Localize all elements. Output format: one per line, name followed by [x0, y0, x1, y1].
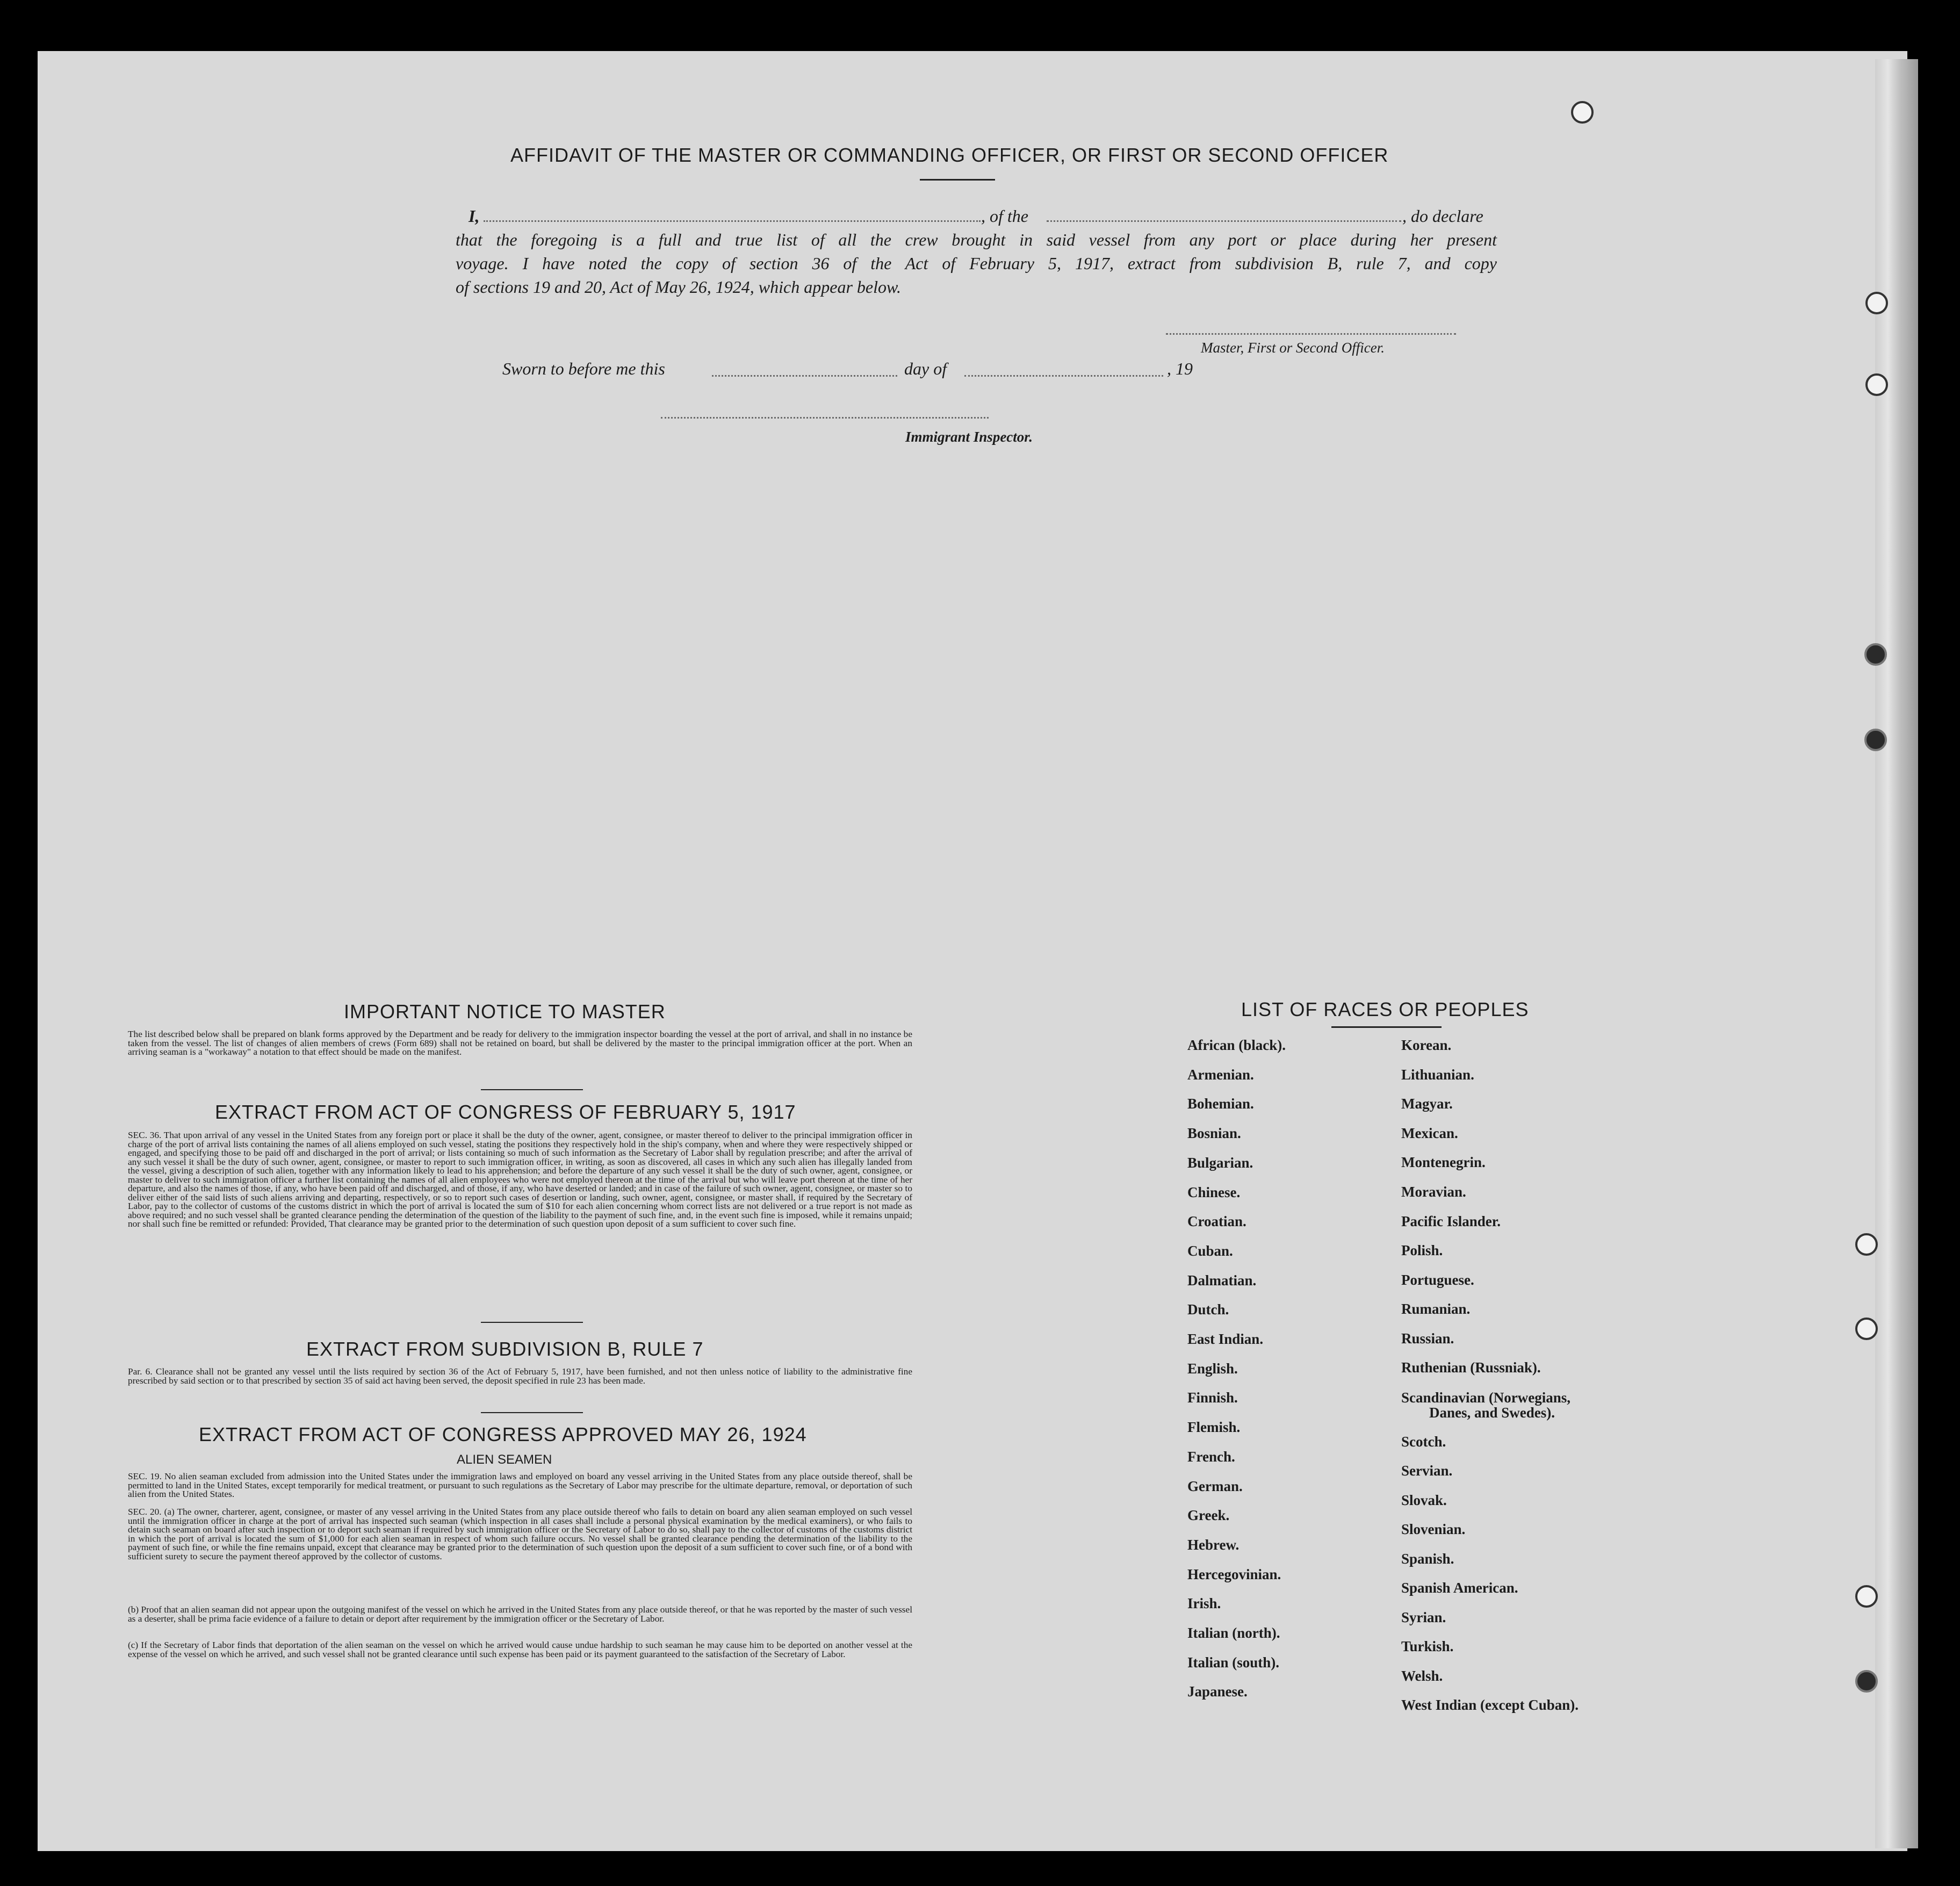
race-item: Spanish American.: [1401, 1580, 1518, 1596]
notice-text: The list described below shall be prepared on blank forms approved by the Department and be ready for delivery to the immigration inspector boarding the vessel at the port of arrival, and shall in no instance be taken from the vessel. The list of changes of alien members of crews (Form 689) shall not be retained on board, but shall be delivered by the master to the principal immigration officer at the port. When an arriving seaman is a "workaway" a notation to that effect should be made on the manifest.: [128, 1029, 912, 1057]
alien-seamen-subtitle: ALIEN SEAMEN: [457, 1452, 552, 1467]
race-item: West Indian (except Cuban).: [1401, 1697, 1579, 1713]
affidavit-title: AFFIDAVIT OF THE MASTER OR COMMANDING OFFICER, OR FIRST OR SECOND OFFICER: [510, 144, 1389, 166]
affidavit-line-2: that the foregoing is a full and true list of all the crew brought in said vessel from any port or place during her present: [456, 230, 1497, 249]
year-text: , 19: [1167, 359, 1193, 378]
binder-hole: [1865, 373, 1888, 396]
extract-1917-title: EXTRACT FROM ACT OF CONGRESS OF FEBRUARY 5, 1917: [215, 1101, 796, 1123]
race-item: Dalmatian.: [1187, 1272, 1257, 1288]
sec-20c-text: (c) If the Secretary of Labor finds that deportation of the alien seaman on the vessel on which he arrived would cause undue hardship to such seaman he may cause him to be deported on another vessel at the expense of the vessel on which he arrived, and such vessel shall not be granted clearance until such expense has been paid or its payment guaranteed to the satisfaction of the Secretary of Labor.: [128, 1640, 912, 1659]
race-item: Chinese.: [1187, 1184, 1241, 1200]
race-item: Polish.: [1401, 1242, 1443, 1258]
sworn-text: Sworn to before me this: [502, 359, 665, 378]
race-item: East Indian.: [1187, 1331, 1264, 1347]
race-item: Danes, and Swedes).: [1429, 1405, 1555, 1421]
race-item: Turkish.: [1401, 1638, 1454, 1654]
affidavit-line-3: voyage. I have noted the copy of section 36 of the Act of February 5, 1917, extract from subdivision B, rule 7, and copy: [456, 254, 1497, 273]
extract-1917-text: SEC. 36. That upon arrival of any vessel in the United States from any foreign port or place it shall be the duty of the owner, agent, consignee, or master thereof to deliver to the principal immigration officer in charge of the port of arrival lists containing the names of all aliens employed on such vessel, stating the positions they respectively hold in the ship's company, when and where they were respectively shipped or engaged, and specifying those to be paid off and discharged in the port of arrival; or lists containing so much of such information as the Secretary of Labor shall by regulation prescribe; and after the arrival of any such vessel it shall be the duty of such owner, agent, consignee, or master to report to such immigration officer, in writing, as soon as discovered, all cases in which any such alien has illegally landed from the vessel, giving a description of such alien, together with any information likely to lead to his apprehension; and before the departure of any such vessel it shall be the duty of such owner, agent, consignee, or master to deliver to such immigration officer a further list containing the names of all alien employees who were not employed thereon at the time of the arrival but who will leave port thereon at the time of her departure, and also the names of those, if any, who have been paid off and discharged, and of those, if any, who have deserted or landed; and in case of the failure of such owner, agent, consignee, or master so to deliver either of the said lists of such aliens arriving and departing, respectively, or so to report such cases of desertion or landing, such owner, agent, consignee, or master shall, if required by the Secretary of Labor, pay to the collector of customs of the customs district in which the port of arrival is located the sum of $10 for each alien concerning whom correct lists are not delivered or a true report is not made as above required; and no such vessel shall be granted clearance pending the determination of the question of the liability to the payment of such fine, and, in the event such fine is imposed, while it remains unpaid; nor shall such fine be remitted or refunded: Provided, That clearance may be granted prior to the determination of such question upon deposit of a sum sufficient to cover such fine.: [128, 1130, 912, 1229]
races-title: LIST OF RACES OR PEOPLES: [1241, 998, 1529, 1020]
race-item: Servian.: [1401, 1463, 1453, 1479]
affidavit-declare: , do declare: [1402, 206, 1483, 226]
subdivision-title: EXTRACT FROM SUBDIVISION B, RULE 7: [306, 1338, 704, 1360]
race-item: Flemish.: [1187, 1419, 1241, 1435]
race-item: Finnish.: [1187, 1390, 1238, 1406]
divider-3: [481, 1412, 583, 1413]
race-item: Italian (south).: [1187, 1654, 1280, 1671]
binder-hole: [1855, 1670, 1878, 1693]
sec-20a-text: SEC. 20. (a) The owner, charterer, agent, consignee, or master of any vessel arriving in the United States from any place outside thereof who fails to detain on board any alien seaman employed on such vessel until the immigration officer in charge at the port of arrival has inspected such seaman (which inspection in all cases shall include a personal physical examination by the medical examiners), or who fails to detain such seaman on board after such inspection or to deport such seaman if required by such immigration officer or the Secretary of Labor to do so, shall pay to the collector of customs of the customs district in which the port of arrival is located the sum of $1,000 for each alien seaman in respect of whom such failure occurs. No vessel shall be granted clearance pending the determination of the liability to the payment of such fine, or while the fine remains unpaid, except that clearance may be granted prior to the determination of such question upon the deposit of a sum sufficient to cover such fine, or of a bond with sufficient surety to secure the payment thereof approved by the collector of customs.: [128, 1507, 912, 1561]
declarant-name-field[interactable]: [484, 220, 981, 222]
race-item: Moravian.: [1401, 1184, 1466, 1200]
race-item: Dutch.: [1187, 1301, 1229, 1318]
sec-19-text: SEC. 19. No alien seaman excluded from admission into the United States under the immigration laws and employed on board any vessel arriving in the United States from any place outside thereof, shall be permitted to land in the United States, except temporarily for medical treatment, or pursuant to such regulations as the Secretary of Labor may prescribe for the ultimate departure, removal, or deportation of such alien from the United States.: [128, 1471, 912, 1499]
binder-hole: [1855, 1318, 1878, 1340]
sworn-month-field[interactable]: [964, 375, 1163, 377]
race-item: Hercegovinian.: [1187, 1566, 1281, 1582]
affidavit-of-the: , of the: [981, 206, 1028, 226]
vessel-name-field[interactable]: [1047, 220, 1401, 222]
document-sheet: [38, 51, 1907, 1851]
race-item: Montenegrin.: [1401, 1154, 1486, 1170]
race-item: Magyar.: [1401, 1096, 1453, 1112]
race-item: Russian.: [1401, 1330, 1454, 1347]
race-item: Scandinavian (Norwegians,: [1401, 1390, 1571, 1406]
affidavit-i: I,: [469, 206, 480, 226]
race-item: Bosnian.: [1187, 1125, 1241, 1141]
master-signature-field[interactable]: [1166, 333, 1456, 335]
race-item: Portuguese.: [1401, 1272, 1474, 1288]
race-item: English.: [1187, 1360, 1238, 1377]
inspector-label: Immigrant Inspector.: [905, 429, 1033, 445]
race-item: Lithuanian.: [1401, 1067, 1474, 1083]
race-item: Armenian.: [1187, 1067, 1254, 1083]
race-item: African (black).: [1187, 1037, 1286, 1053]
race-item: Welsh.: [1401, 1668, 1443, 1684]
race-item: Japanese.: [1187, 1683, 1248, 1700]
title-underline: [920, 179, 995, 181]
race-item: Pacific Islander.: [1401, 1213, 1501, 1229]
sworn-day-field[interactable]: [712, 375, 897, 377]
subdivision-text: Par. 6. Clearance shall not be granted any vessel until the lists required by section 36 of the Act of February 5, 1917, have been furnished, and not then unless notice of liability to the administrative fine prescribed by said section or to that prescribed by section 35 of said act having been served, the deposit specified in rule 23 has been made.: [128, 1366, 912, 1386]
race-item: Italian (north).: [1187, 1625, 1280, 1641]
race-item: Bohemian.: [1187, 1096, 1254, 1112]
extract-1924-title: EXTRACT FROM ACT OF CONGRESS APPROVED MAY 26, 1924: [199, 1423, 807, 1445]
race-item: Spanish.: [1401, 1551, 1454, 1567]
race-item: Irish.: [1187, 1595, 1221, 1611]
binder-hole: [1864, 643, 1887, 666]
binder-hole: [1855, 1585, 1878, 1608]
day-of-text: day of: [904, 359, 947, 378]
race-item: Bulgarian.: [1187, 1155, 1253, 1171]
race-item: Slovak.: [1401, 1492, 1447, 1508]
race-item: Cuban.: [1187, 1243, 1233, 1259]
divider-2: [481, 1322, 583, 1323]
divider-1: [481, 1089, 583, 1090]
page-stack-edge: [1875, 59, 1918, 1848]
race-item: Mexican.: [1401, 1125, 1458, 1141]
race-item: Croatian.: [1187, 1213, 1246, 1229]
binder-hole: [1864, 729, 1887, 751]
race-item: Greek.: [1187, 1507, 1230, 1523]
race-item: Hebrew.: [1187, 1537, 1240, 1553]
race-item: Slovenian.: [1401, 1521, 1466, 1537]
sec-20b-text: (b) Proof that an alien seaman did not appear upon the outgoing manifest of the vessel on which he arrived in the United States from any place outside thereof, or that he was reported by the master of such vessel as a deserter, shall be prima facie evidence of a failure to detain or deport after requirement by the immigration officer or the Secretary of Labor.: [128, 1604, 912, 1624]
race-item: Syrian.: [1401, 1609, 1446, 1625]
race-item: Korean.: [1401, 1037, 1452, 1053]
notice-title: IMPORTANT NOTICE TO MASTER: [344, 1000, 666, 1023]
binder-hole: [1855, 1233, 1878, 1256]
binder-hole: [1865, 292, 1888, 314]
binder-hole: [1571, 101, 1594, 124]
race-item: Rumanian.: [1401, 1301, 1471, 1317]
races-title-underline: [1331, 1026, 1442, 1028]
race-item: German.: [1187, 1478, 1243, 1494]
inspector-signature-field[interactable]: [661, 417, 989, 419]
race-item: French.: [1187, 1449, 1235, 1465]
affidavit-line-4: of sections 19 and 20, Act of May 26, 1924, which appear below.: [456, 277, 901, 297]
race-item: Scotch.: [1401, 1434, 1446, 1450]
race-item: Ruthenian (Russniak).: [1401, 1359, 1541, 1376]
master-label: Master, First or Second Officer.: [1201, 340, 1385, 356]
